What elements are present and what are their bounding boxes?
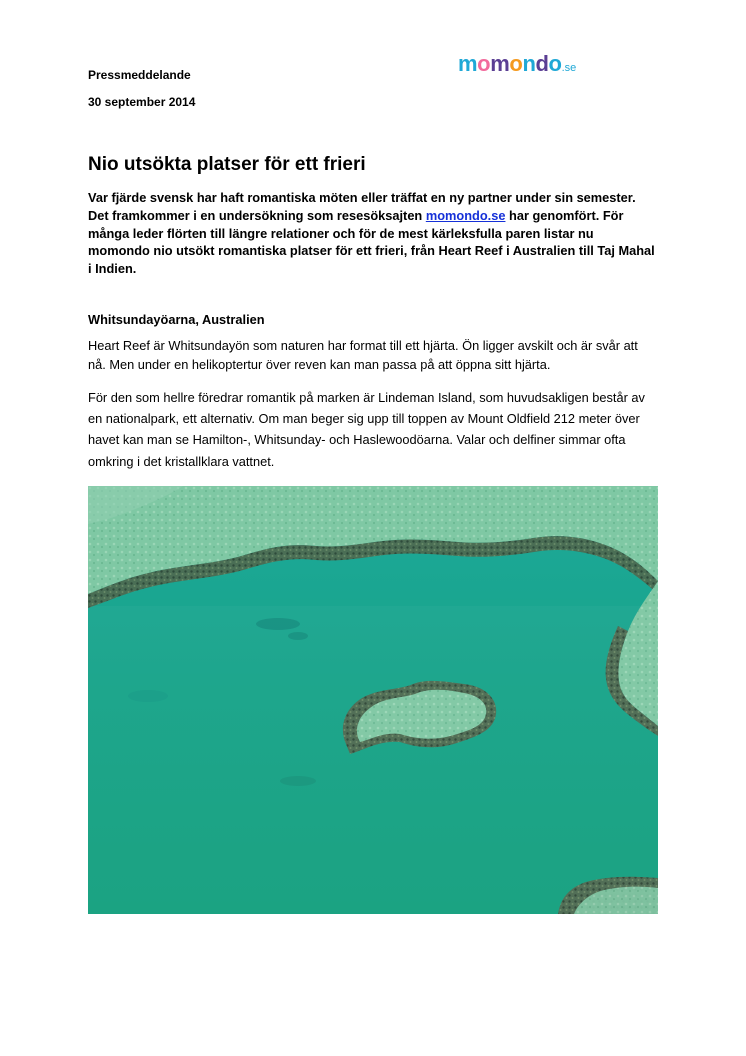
logo-letter: o [509, 51, 523, 76]
surface-sheen [88, 606, 658, 914]
lead-text-part2: har genomfört. För många leder flörten till längre relationer och för de mest kärleksfulla paren listar nu momondo nio utsökt romantiska platser för ett frieri, från Heart Reef i Australien till Taj Mahal i Indien. [88, 207, 655, 277]
section-paragraph: För den som hellre föredrar romantik på marken är Lindeman Island, som huvudsakligen består av en nationalpark, ett alternativ. Om man beger sig upp till toppen av Mount Oldfield 212 meter över havet kan man se Hamilton-, Whitsunday- och Haslewoodöarna. Valar och delfiner simmar ofta omkring i det kristallklara vattnet. [88, 390, 645, 469]
logo-letter: m [490, 51, 510, 76]
logo-letter: d [535, 51, 549, 76]
momondo-logo [458, 50, 576, 80]
section-heading: Whitsundayöarna, Australien [88, 312, 265, 327]
article-title: Nio utsökta platser för ett frieri [88, 154, 366, 175]
document-date: 30 september 2014 [88, 95, 196, 109]
logo-letter: o [477, 51, 491, 76]
section-paragraph: Heart Reef är Whitsundayön som naturen har format till ett hjärta. Ön ligger avskilt och är svår att nå. Men under en helikoptertur över reven kan man passa på att öppna sitt hjärta. [88, 338, 638, 372]
logo-letter: n [522, 51, 536, 76]
document-type-label: Pressmeddelande [88, 68, 191, 82]
logo-letter: m [458, 51, 478, 76]
momondo-link[interactable]: momondo.se [425, 207, 506, 223]
logo-suffix: .se [561, 62, 577, 74]
logo-letter: o [548, 51, 562, 76]
lead-paragraph [88, 189, 658, 278]
lead-text-part1: Var fjärde svensk har haft romantiska möten eller träffat en ny partner under sin semester. Det framkommer i en undersökning som resesöksajten [88, 190, 636, 223]
heart-reef-photo [88, 486, 658, 914]
